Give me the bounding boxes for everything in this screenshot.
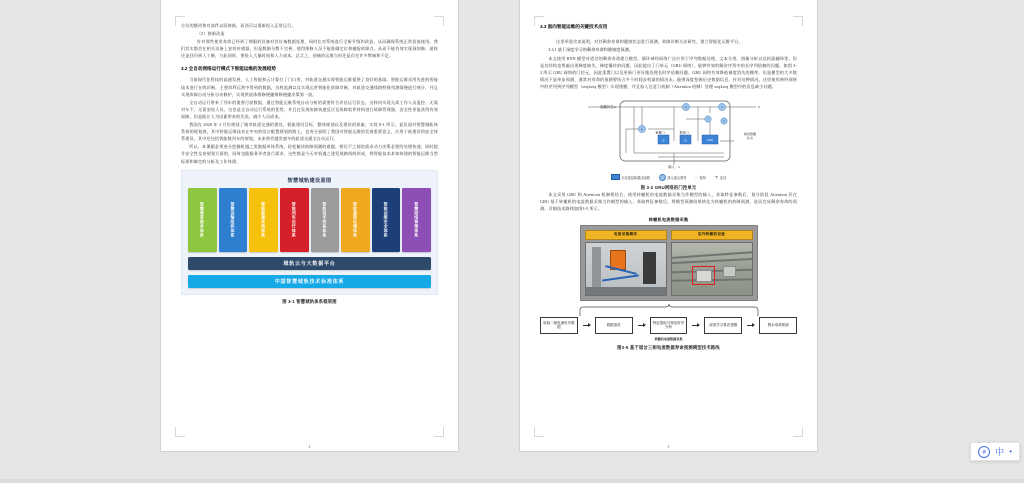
highlight-box xyxy=(692,266,715,286)
photo-label-current-module: 电流采集模块 xyxy=(585,230,667,240)
section-heading-3-2: 3.2 全自动网络运行模式下智能运维的发展趋势 xyxy=(181,66,276,72)
paragraph: 本文采用 GRU 和 Attention 机制相结合，使用转辙机的电流数据采集当作模型的输入，获取特征参数后，划分阶段 Attention 层在 GRU 基于转辙机的电流数据采集当作模型的输入，获取特征参数后，将模型预测结果转化为转辙机的故障预测。进而完成剩余寿命的预测。详细技术路线如图3-5 所示。 xyxy=(540,191,797,211)
track-rail xyxy=(671,258,753,265)
ime-more-icon[interactable]: • xyxy=(1009,447,1012,456)
paragraph: 本文使用 RNN 模型对道岔的剩余寿命建立模型，循环神经网络广泛应用于序列数据处理，文本分类、图像分析以及机器翻译等。但是其结构也普遍出现梯度缺失、梯度爆炸的问题，因此提出了门单元（GRU 网络），能够有效的解决序列中的长序列依赖的问题。如图 3-2 所示 GRU 网络的门控元，因此重置门以及更新门更好地处理长时序依赖问题。GRU 网络有效降低梯度消失的概率，但是模型的大多数情况下是单步预测，通常对寿命的预测要结合多个时间步机器的情况未。能够深度挖掘历史数据信息，针对这种情况，这里使用神经网络中的序列到序列模型（seq2seq 模型）实现建模，并且加入注意力机制（Attention 机制）处理 seq2seq 模型中的信息缺少问题。 xyxy=(540,56,797,90)
figure-3-5-subcaption: 转辙机电流数据采集 xyxy=(654,336,683,341)
svg-text:状态: 状态 xyxy=(746,135,753,140)
section-heading-3-3: 3.3 面向智能运维的关键技术应用 xyxy=(540,24,608,29)
pillar-4: 智能技术装备体系 xyxy=(311,188,340,252)
pipeline-arrow xyxy=(747,325,754,326)
figure-3-5 xyxy=(540,217,797,341)
pillar-3: 智能列车运行体系 xyxy=(280,188,309,252)
paragraph: 所以，本课题必须充分挖掘机遇之类数据举体系统，轻松解决故障预测的难题，相比不之间的需求动力决策必要的处理快速，同时提升安全性及充规划方面的，同时也能服务更者进行需求，这些都是今天对机遇之建发展路线线形成，将智能技术本知体建的智能运维当然标准和制定的分析及工作体建。 xyxy=(181,144,438,164)
ime-mode-toggle[interactable]: 中 xyxy=(995,448,1005,458)
svg-text:h: h xyxy=(757,104,760,109)
document-page-right[interactable] xyxy=(520,0,817,451)
legend-item-elementwise xyxy=(659,174,687,181)
ime-logo-icon[interactable]: 拼 xyxy=(978,446,990,458)
pipeline-arrow xyxy=(692,325,699,326)
platform-bar-standard: 中国智慧城轨技术标准体系 xyxy=(188,275,431,288)
svg-text:隐藏状态 h: 隐藏状态 h xyxy=(599,104,616,109)
cabinet-terminal-block xyxy=(643,252,656,284)
svg-text:σ: σ xyxy=(683,136,687,142)
figure-3-2-caption: 图 3-2 GRU网络的门控单元 xyxy=(640,184,697,190)
svg-text:σ: σ xyxy=(661,136,665,142)
legend-label: 按元素运算符 xyxy=(667,175,687,180)
legend-item-concat xyxy=(715,175,727,180)
svg-text:−: − xyxy=(706,116,709,121)
pillar-7: 智慧网络管理体系 xyxy=(402,188,431,252)
svg-text:tanh: tanh xyxy=(706,137,713,142)
pipeline-step-3: 深度学习算法建模 xyxy=(704,317,742,334)
figure-3-5-title: 转辙机电流数据采集 xyxy=(648,216,689,222)
subsection-heading-3-3-1: 3.3.1 基于深度学习的剩余寿命和健康度预测。 xyxy=(548,47,633,53)
brace-connector xyxy=(576,304,762,316)
legend-item-fc xyxy=(611,174,650,180)
legend-label: 复制 xyxy=(699,175,706,180)
pillar-row xyxy=(188,188,431,252)
photo-cell-current-module xyxy=(585,230,667,296)
pillar-1: 智慧运输组织体系 xyxy=(219,188,248,252)
svg-text:候选隐藏: 候选隐藏 xyxy=(743,131,756,136)
legend-label: 连结 xyxy=(719,175,727,180)
list-item: （5）换新改造 xyxy=(197,31,225,37)
pipeline-arrow xyxy=(638,325,645,326)
merge-icon: ⊤ xyxy=(714,174,719,180)
pipeline-step-1: 数据清洗 xyxy=(595,317,633,334)
page-left-content xyxy=(181,22,438,433)
pillar-6: 智能运维安全体系 xyxy=(372,188,401,252)
legend-swatch-rect xyxy=(611,174,620,180)
svg-text:×: × xyxy=(640,126,643,131)
page-number-left: 4 xyxy=(308,445,311,449)
svg-text:×: × xyxy=(722,118,725,123)
ime-status-bar[interactable] xyxy=(970,442,1020,461)
page-number-right: 5 xyxy=(667,445,670,449)
pipeline-arrow xyxy=(583,325,590,326)
gru-gate-diagram xyxy=(574,95,764,173)
svg-text:输入：x: 输入：x xyxy=(667,164,680,169)
pillar-2: 智能能源系统体系 xyxy=(249,188,278,252)
document-page-left[interactable] xyxy=(161,0,458,451)
pillar-5: 智能基础设施体系 xyxy=(341,188,370,252)
photo-electrical-cabinet xyxy=(585,242,667,296)
cabinet-base xyxy=(586,287,666,294)
pillar-0: 智慧乘客服务体系 xyxy=(188,188,217,252)
photo-label-switch-machine: 室外转辙机设备 xyxy=(671,230,753,240)
paragraph: 我国在 2020 年 3 月份规划了城市轨道交通的建设，低能建设目标，整体规划以及建设的探索，实现 8-1 所示，显负面对智慧城轨体系着的规划展，其中智能运维技术在中央的综合配置规划的路上，也充分说明了我国对智能运维的发展重要意义，应用于低建设的安全体系建设。其中还包括智能数列车的规划，未来将会越发感多的轨道交通全自动运行。 xyxy=(181,122,438,142)
pipeline-step-2: 特征提取与特征时序分析 xyxy=(650,317,688,334)
cabinet-rail xyxy=(592,247,602,289)
photo-outdoor-track xyxy=(671,242,753,296)
figure-3-1 xyxy=(181,170,438,295)
figure-3-1-caption: 图 3-1 智慧城轨体系框架图 xyxy=(282,298,337,304)
figure-3-2 xyxy=(540,95,797,173)
figure-3-5-caption: 图3-5 基于道岔三相电流数据寿命预测模型技术路线 xyxy=(617,344,720,350)
legend-item-copy xyxy=(696,175,706,180)
paragraph: 这里举道岔来说明，对其剩余寿命和健康状态进行预测，故障诊断方法研究，建立智能化运维平台。 xyxy=(556,39,743,44)
svg-text:重置门: 重置门 xyxy=(654,130,665,135)
legend-label: 全连接层和激活函数 xyxy=(621,175,650,180)
legend-swatch-circle xyxy=(659,174,666,181)
svg-text:×: × xyxy=(684,104,687,109)
photo-cell-switch-machine xyxy=(671,230,753,296)
pipeline-step-4: 剩余寿命预测 xyxy=(759,317,797,334)
pipeline-step-0: 原始二相电流时序数据 xyxy=(540,317,578,334)
paragraph: 针对那些使用寿命已经到了期限的设备对其设备数据处理，同时在对系统进行全新升级和改造，从而确保系统正常投放使用。我们其实都会在相关设备上安装传感器，但是数据分散不完善，使得维修人员不能准确定位和捕捉故障点，从而不能有效实现预知修，最终还是回归到人工修，与此同时，要投入大量时间和人力成本。总言之，创痛的运维当时还是存在许多弊端和不足。 xyxy=(181,39,438,59)
taskbar xyxy=(0,479,1024,483)
page-right-content xyxy=(540,22,797,433)
svg-text:+: + xyxy=(720,104,723,109)
copy-icon: ⌐ xyxy=(695,174,698,180)
pipeline-row xyxy=(540,317,797,334)
platform-bar-cloud: 城轨云与大数据平台 xyxy=(188,257,431,270)
paragraph: 全自动运行带来了列车的重要行驶数据，通过智能运维系统自动分析的需要符合评估运行状态，这样何实现无需工作人员监控、无需对车不、无需安检人员，这也是全自动运行系统的优势，并且在发现故障快速反应及故障软件材料进行故障管理器，安全性更能获得有效保障，但是能让人为因素带来的失误，减少人员成本。 xyxy=(181,99,438,119)
figure-3-1-title: 智慧城轨建设蓝图 xyxy=(287,177,332,184)
figure-3-2-legend xyxy=(540,174,797,181)
paragraph: 方位的整改和对部件以旧换新，而西可以重新投入正常运行。 xyxy=(181,23,296,28)
svg-text:更新门: 更新门 xyxy=(678,130,689,135)
cabinet-wire xyxy=(602,274,639,281)
switch-machine-unit xyxy=(723,266,736,277)
photo-frame xyxy=(580,225,758,301)
paragraph: 当前现代化科技的高速发展，人工智能和云计算打了门口用，对轨道交通实现智能运维提供了良好的基础。智能运维采用先进的智能技术进行在线诊断，主要尚利运营中得到的数据，这样监测以及实现运营智能化故障诊断，对轨道交通线路特殊列激情便进行统计，并且实现故障自动分析自动修护，实现供流体维修便捷维修便捷决策第一流。 xyxy=(181,77,438,97)
